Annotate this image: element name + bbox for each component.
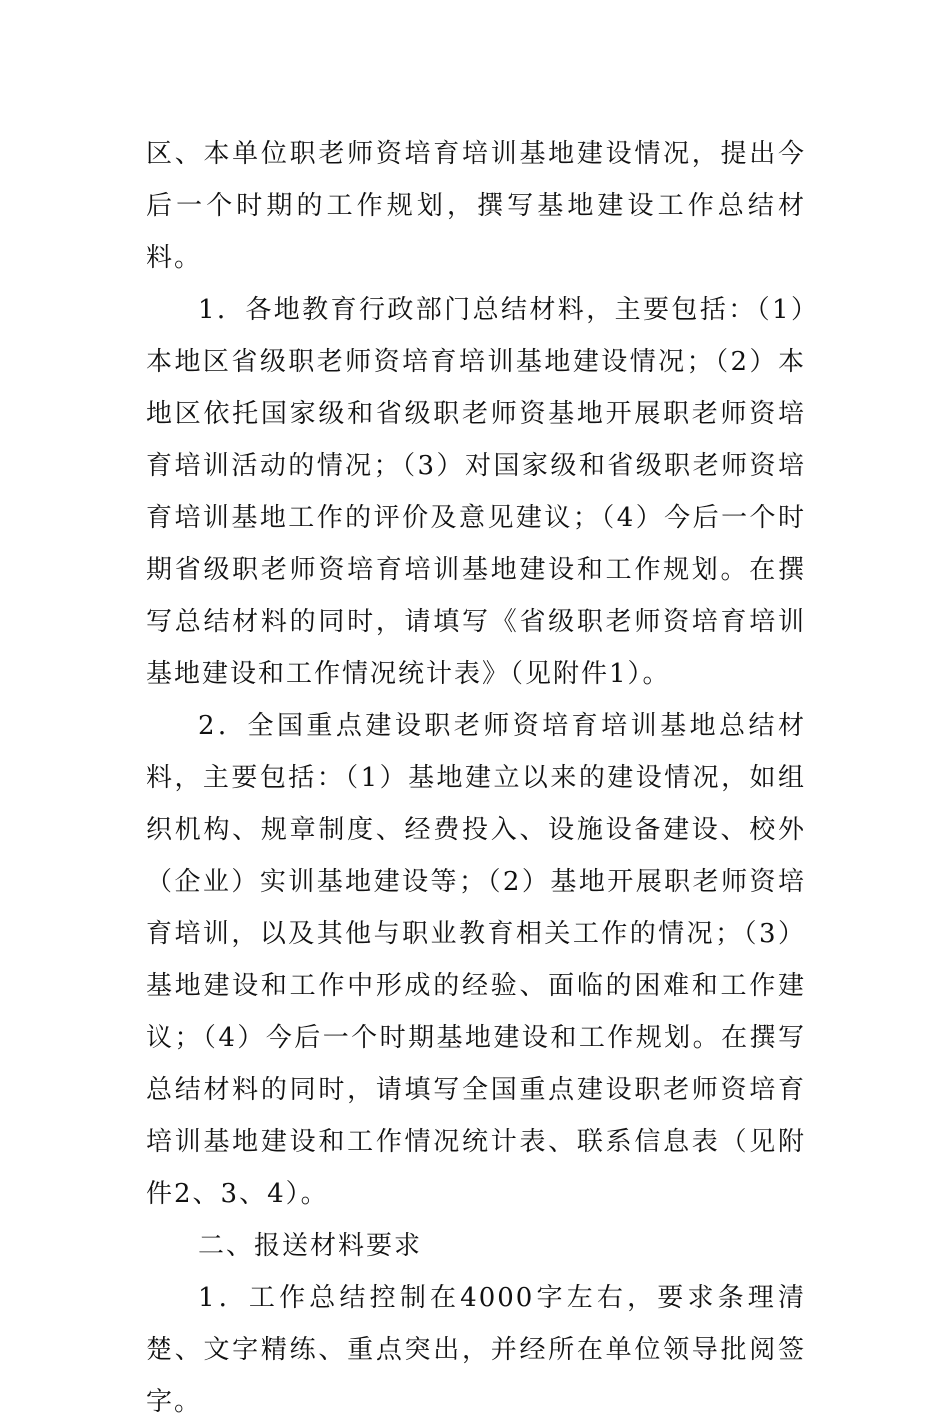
section-heading-submission-requirements: 二、报送材料要求	[198, 1231, 423, 1261]
paragraph-continuation: 区、本单位职老师资培育培训基地建设情况，提出今后一个时期的工作规划，撰写基地建设工作总结材料。	[146, 139, 806, 273]
paragraph-item-2-national-bases: 2．全国重点建设职老师资培育培训基地总结材料，主要包括：（1）基地建立以来的建设情况，如组织机构、规章制度、经费投入、设施设备建设、校外（企业）实训基地建设等；（2）基地开展职老师资培育培训，以及其他与职业教育相关工作的情况；（3）基地建设和工作中形成的经验、面临的困难和工作建议；（4）今后一个时期基地建设和工作规划。在撰写总结材料的同时，请填写全国重点建设职老师资培育培训基地建设和工作情况统计表、联系信息表（见附件2、3、4）。	[146, 711, 806, 1209]
document-body	[146, 128, 806, 1428]
paragraph-requirement-1: 1．工作总结控制在4000字左右，要求条理清楚、文字精练、重点突出，并经所在单位领导批阅签字。	[146, 1283, 806, 1417]
paragraph-item-1-local-authorities: 1．各地教育行政部门总结材料，主要包括：（1）本地区省级职老师资培育培训基地建设情况；（2）本地区依托国家级和省级职老师资基地开展职老师资培育培训活动的情况；（3）对国家级和省级职老师资培育培训基地工作的评价及意见建议；（4）今后一个时期省级职老师资培育培训基地建设和工作规划。在撰写总结材料的同时，请填写《省级职老师资培育培训基地建设和工作情况统计表》（见附件1）。	[146, 295, 806, 689]
